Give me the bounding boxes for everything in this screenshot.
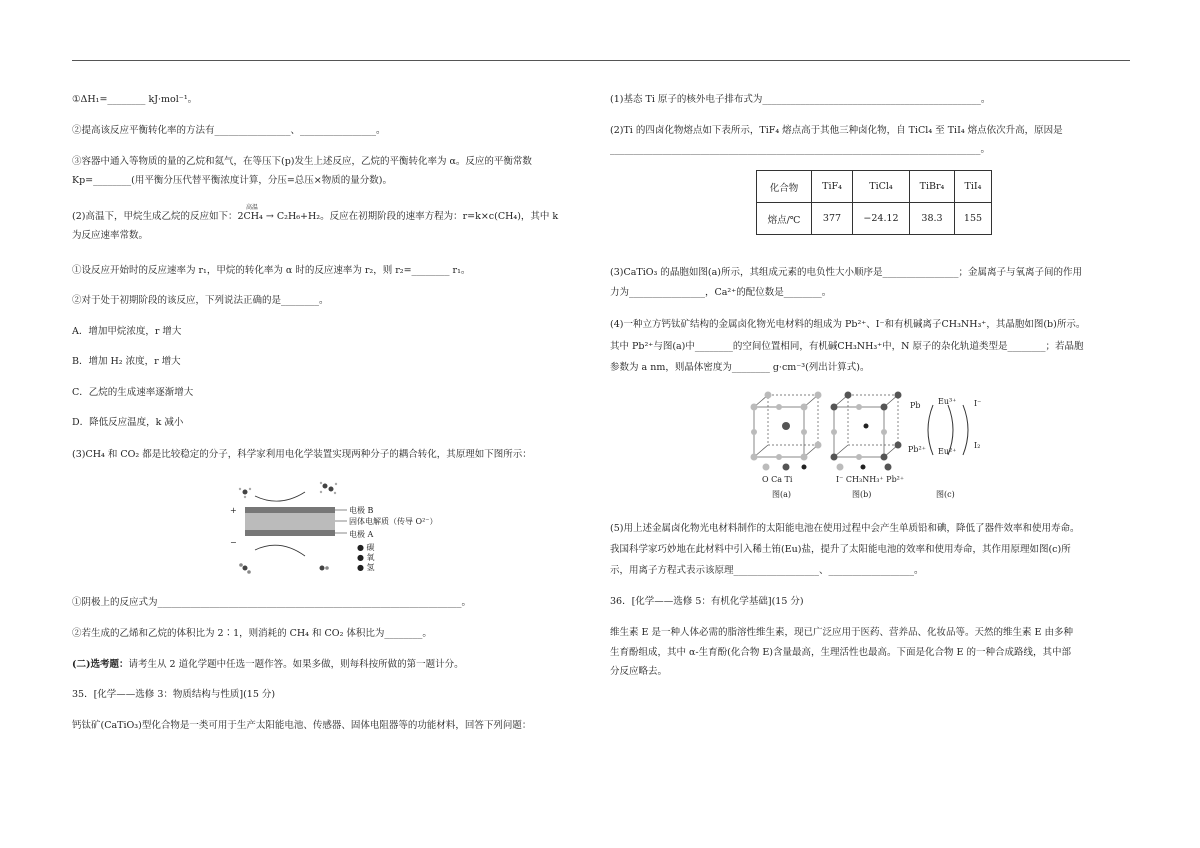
positive-sign: + bbox=[230, 506, 237, 515]
label-electrolyte: 固体电解质（传导 O²⁻） bbox=[349, 517, 438, 526]
q-kp-line2: Kp=________(用平衡分压代替平衡浓度计算，分压=总压×物质的量分数)。 bbox=[72, 175, 392, 186]
q35-5-line3: 示，用离子方程式表示该原理__________________、__________________。 bbox=[610, 565, 924, 576]
q35-1: (1)基态 Ti 原子的核外电子排布式为______________________________________________。 bbox=[610, 94, 991, 105]
table-row bbox=[757, 203, 992, 235]
co2-molecule-icon bbox=[239, 563, 251, 574]
q35-3-line2: 力为________________，Ca²⁺的配位数是________。 bbox=[610, 287, 832, 298]
option-a: A．增加甲烷浓度，r 增大 bbox=[72, 326, 182, 337]
q35-2-line1: (2)Ti 的四卤化物熔点如下表所示，TiF₄ 熔点高于其他三种卤化物，自 TiCl₄ 至 TiI₄ 熔点依次升高，原因是 bbox=[610, 125, 1063, 136]
label-pb2: Pb²⁺ bbox=[908, 445, 926, 454]
caption-c: 图(c) bbox=[936, 490, 955, 499]
option-d: D．降低反应温度，k 减小 bbox=[72, 417, 184, 428]
q36-line1: 维生素 E 是一种人体必需的脂溶性维生素，现已广泛应用于医药、营养品、化妆品等。天然的维生素 E 由多种 bbox=[610, 627, 1073, 638]
q2-line2: 为反应速率常数。 bbox=[72, 230, 149, 241]
elective-heading: (二)选考题： bbox=[72, 659, 129, 670]
table-cell: TiF₄ bbox=[812, 171, 853, 203]
q-kp-line1: ③容器中通入等物质的量的乙烷和氦气，在等压下(p)发生上述反应，乙烷的平衡转化率为 α。反应的平衡常数 bbox=[72, 156, 532, 167]
caption-b: 图(b) bbox=[852, 490, 872, 499]
q35-4-line2: 其中 Pb²⁺与图(a)中________的空间位置相同，有机碱CH₃NH₃⁺中，N 原子的杂化轨道类型是________；若晶胞 bbox=[610, 341, 1084, 352]
q2-rate: ①设反应开始时的反应速率为 r₁，甲烷的转化率为 α 时的反应速率为 r₂，则 r₂=________ r₁。 bbox=[72, 265, 471, 276]
electrode-b bbox=[245, 507, 335, 513]
table-header-row bbox=[757, 171, 992, 203]
q-dh1: ①ΔH₁=________ kJ·mol⁻¹。 bbox=[72, 94, 198, 105]
q3-cathode: ①阴极上的反应式为________________________________________________________________。 bbox=[72, 597, 472, 608]
table-cell: 熔点/℃ bbox=[757, 203, 812, 235]
reaction-condition: 高温 bbox=[246, 204, 259, 211]
q36-line2: 生育酚组成，其中 α-生育酚(化合物 E)含量最高，生理活性也最高。下面是化合物 E 的一种合成路线，其中部 bbox=[610, 647, 1071, 658]
label-eu2: Eu²⁺ bbox=[938, 447, 957, 456]
atoms-a bbox=[751, 392, 822, 461]
legend-b: I⁻ CH₃NH₃⁺ Pb²⁺ bbox=[836, 475, 905, 484]
elective-text: 请考生从 2 道化学题中任选一题作答。如果多做，则每科按所做的第一题计分。 bbox=[128, 659, 464, 670]
table-cell: TiCl₄ bbox=[853, 171, 910, 203]
table-cell: 377 bbox=[812, 203, 853, 235]
electrochem-diagram bbox=[225, 480, 445, 585]
table-cell: TiBr₄ bbox=[910, 171, 955, 203]
label-electrode-a: 电极 A bbox=[349, 530, 374, 539]
table-cell: TiI₄ bbox=[955, 171, 992, 203]
table-cell: −24.12 bbox=[853, 203, 910, 235]
bottom-arrow bbox=[255, 545, 305, 556]
q35-4-line3: 参数为 a nm，则晶体密度为________ g·cm⁻³(列出计算式)。 bbox=[610, 362, 870, 373]
q36-line3: 分反应略去。 bbox=[610, 666, 668, 677]
elective-note bbox=[72, 658, 464, 671]
electrochem-figure bbox=[225, 480, 445, 585]
q35-5-line2: 我国科学家巧妙地在此材料中引入稀土铕(Eu)盐，提升了太阳能电池的效率和使用寿命，其作用原理如图(c)所 bbox=[610, 544, 1071, 555]
q3-ratio: ②若生成的乙烯和乙烷的体积比为 2∶1，则消耗的 CH₄ 和 CO₂ 体积比为________。 bbox=[72, 628, 432, 639]
atoms-b bbox=[831, 392, 902, 461]
co-molecule-icon bbox=[320, 566, 329, 571]
product-molecule-icon bbox=[320, 482, 337, 494]
legend-atoms bbox=[763, 464, 892, 471]
crystal-figures bbox=[748, 385, 998, 505]
solid-electrolyte bbox=[245, 513, 335, 530]
q35-2-line2: ______________________________________________________________________________。 bbox=[610, 144, 991, 155]
table-cell: 38.3 bbox=[910, 203, 955, 235]
label-eu3: Eu³⁺ bbox=[938, 397, 957, 406]
caption-a: 图(a) bbox=[772, 490, 792, 499]
table-cell: 化合物 bbox=[757, 171, 812, 203]
legend-oxygen: ● 氧 bbox=[357, 553, 375, 562]
label-i2: I₂ bbox=[974, 441, 981, 450]
q35-5-line1: (5)用上述金属卤化物光电材料制作的太阳能电池在使用过程中会产生单质铅和碘，降低了器件效率和使用寿命。 bbox=[610, 523, 1080, 534]
label-i: I⁻ bbox=[974, 399, 982, 408]
electrode-a bbox=[245, 530, 335, 536]
melting-point-table bbox=[756, 170, 992, 235]
option-b: B．增加 H₂ 浓度，r 增大 bbox=[72, 356, 181, 367]
legend-a: O Ca Ti bbox=[762, 475, 793, 484]
label-electrode-b: 电极 B bbox=[349, 506, 374, 515]
q35-3-line1: (3)CaTiO₃ 的晶胞如图(a)所示，其组成元素的电负性大小顺序是________________；金属离子与氧离子间的作用 bbox=[610, 267, 1082, 278]
option-c: C．乙烷的生成速率逐渐增大 bbox=[72, 387, 194, 398]
q35-title: 35．[化学——选修 3：物质结构与性质](15 分) bbox=[72, 689, 276, 700]
q35-intro: 钙钛矿(CaTiO₃)型化合物是一类可用于生产太阳能电池、传感器、固体电阻器等的功能材料，回答下列问题： bbox=[72, 720, 532, 731]
q3-intro: (3)CH₄ 和 CO₂ 都是比较稳定的分子，科学家利用电化学装置实现两种分子的耦合转化，其原理如下图所示： bbox=[72, 449, 532, 460]
top-arrow bbox=[255, 492, 305, 501]
q-equilibrium-methods: ②提高该反应平衡转化率的方法有________________、________________。 bbox=[72, 125, 386, 136]
label-pb: Pb bbox=[910, 401, 921, 410]
header-rule bbox=[72, 60, 1130, 61]
negative-sign: − bbox=[230, 538, 237, 547]
q36-title: 36．[化学——选修 5：有机化学基础](15 分) bbox=[610, 596, 804, 607]
legend-hydrogen: ● 氢 bbox=[357, 563, 375, 572]
crystal-diagram bbox=[748, 385, 998, 505]
ch4-molecule-icon bbox=[239, 488, 251, 498]
q2-line1: (2)高温下，甲烷生成乙烷的反应如下：2CH₄ → C₂H₆+H₂。反应在初期阶段的速率方程为：r=k×c(CH₄)，其中 k bbox=[72, 211, 559, 222]
legend-carbon: ● 碳 bbox=[357, 543, 375, 552]
table-cell: 155 bbox=[955, 203, 992, 235]
q2-statement: ②对于处于初期阶段的该反应，下列说法正确的是________。 bbox=[72, 295, 329, 306]
q35-4-line1: (4)一种立方钙钛矿结构的金属卤化物光电材料的组成为 Pb²⁺、I⁻和有机碱离子CH₃NH₃⁺，其晶胞如图(b)所示。 bbox=[610, 319, 1086, 330]
